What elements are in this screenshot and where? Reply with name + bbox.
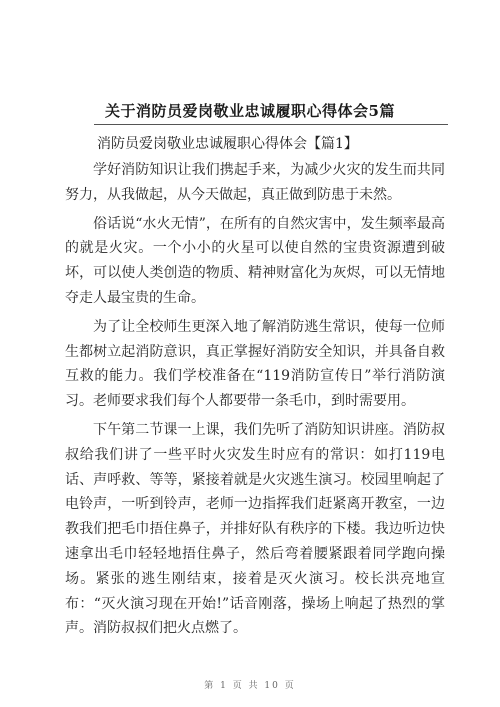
paragraph: 下午第二节课一上课，我们先听了消防知识讲座。消防叔叔给我们讲了一些平时火灾发生时应有的常识：如打119电话、声呼救、等等，紧接着就是火灾逃生演习。校园里响起了电铃声，一听到铃声，老师一边指挥我们赶紧离开教室，一边教我们把毛巾捂住鼻子，并排好队有秩序的下楼。我边听边快速拿出毛巾轻轻地捂住鼻子，然后弯着腰紧跟着同学跑向操场。紧张的逃生刚结束，接着是灭火演习。校长洪亮地宣布：“灭火演习现在开始!”话音刚落，操场上响起了热烈的掌声。消防叔叔们把火点燃了。 bbox=[65, 421, 445, 637]
section-heading: 消防员爱岗敬业忠诚履职心得体会【篇1】 bbox=[97, 136, 358, 152]
paragraph: 为了让全校师生更深入地了解消防逃生常识，使每一位师生都树立起消防意识，真正掌握好消防安全知识，并具备自救互救的能力。我们学校准备在“119消防宣传日”举行消防演习。老师要求我们每个人都要带一条毛巾，到时需要用。 bbox=[65, 318, 445, 410]
document-body bbox=[65, 158, 445, 645]
title-divider bbox=[94, 124, 448, 125]
document-title: 关于消防员爱岗敬业忠诚履职心得体会5篇 bbox=[105, 102, 395, 120]
page-footer: 第 1 页 共 10 页 bbox=[204, 681, 296, 691]
paragraph: 学好消防知识让我们携起手来，为减少火灾的发生而共同努力，从我做起，从今天做起，真正做到防患于未然。 bbox=[65, 162, 445, 203]
paragraph: 俗话说“水火无情”，在所有的自然灾害中，发生频率最高的就是火灾。一个小小的火星可以使自然的宝贵资源遭到破坏，可以使人类创造的物质、精神财富化为灰烬，可以无情地夺走人最宝贵的生命。 bbox=[65, 215, 445, 306]
